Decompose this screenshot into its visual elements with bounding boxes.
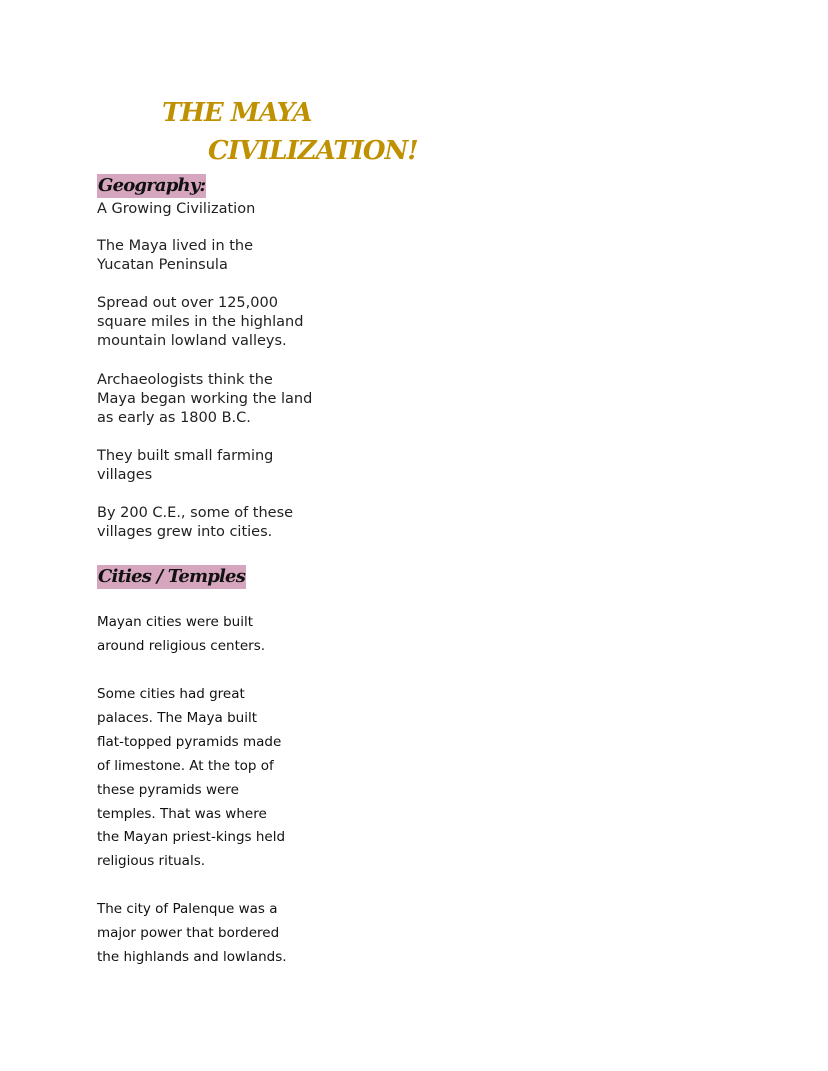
text-line: Some cities had great [97, 686, 245, 702]
title-line-2: CIVILIZATION! [208, 136, 418, 166]
text-line: temples. That was where [97, 805, 267, 822]
text-line: The city of Palenque was a [97, 901, 278, 917]
geography-paragraph [97, 237, 253, 275]
text-line: By 200 C.E., some of these [97, 505, 294, 521]
text-line: around religious centers. [97, 637, 266, 654]
text-line: these pyramids were [97, 781, 239, 798]
text-line: square miles in the highland [97, 314, 304, 330]
text-line: the highlands and lowlands. [97, 948, 287, 965]
text-line: religious rituals. [97, 853, 206, 870]
cities-heading: Cities / Temples [98, 566, 246, 587]
cities-paragraph [97, 611, 265, 659]
geography-paragraph [97, 294, 303, 351]
geography-paragraph [97, 447, 273, 485]
text-line: major power that bordered [97, 924, 280, 941]
geography-paragraph [97, 200, 255, 219]
cities-paragraph [97, 898, 287, 970]
text-line: villages [97, 467, 153, 483]
text-line: of limestone. At the top of [97, 757, 274, 774]
geography-heading: Geography: [98, 175, 206, 196]
text-line: palaces. The Maya built [97, 709, 258, 726]
text-line: villages grew into cities. [97, 524, 273, 540]
text-line: the Mayan priest-kings held [97, 829, 286, 846]
text-line: A Growing Civilization [97, 201, 256, 217]
text-line: Spread out over 125,000 [97, 295, 278, 311]
geography-paragraph [97, 504, 293, 542]
text-line: Yucatan Peninsula [97, 257, 228, 273]
text-line: as early as 1800 B.C. [97, 410, 251, 426]
title-line-1: THE MAYA [162, 98, 312, 128]
text-line: Mayan cities were built [97, 614, 253, 630]
text-line: Archaeologists think the [97, 372, 273, 388]
geography-paragraph [97, 371, 312, 428]
text-line: They built small farming [97, 448, 274, 464]
text-line: The Maya lived in the [97, 238, 254, 254]
text-line: mountain lowland valleys. [97, 333, 287, 349]
cities-paragraph [97, 683, 285, 874]
text-line: Maya began working the land [97, 391, 313, 407]
text-line: flat-topped pyramids made [97, 733, 282, 750]
